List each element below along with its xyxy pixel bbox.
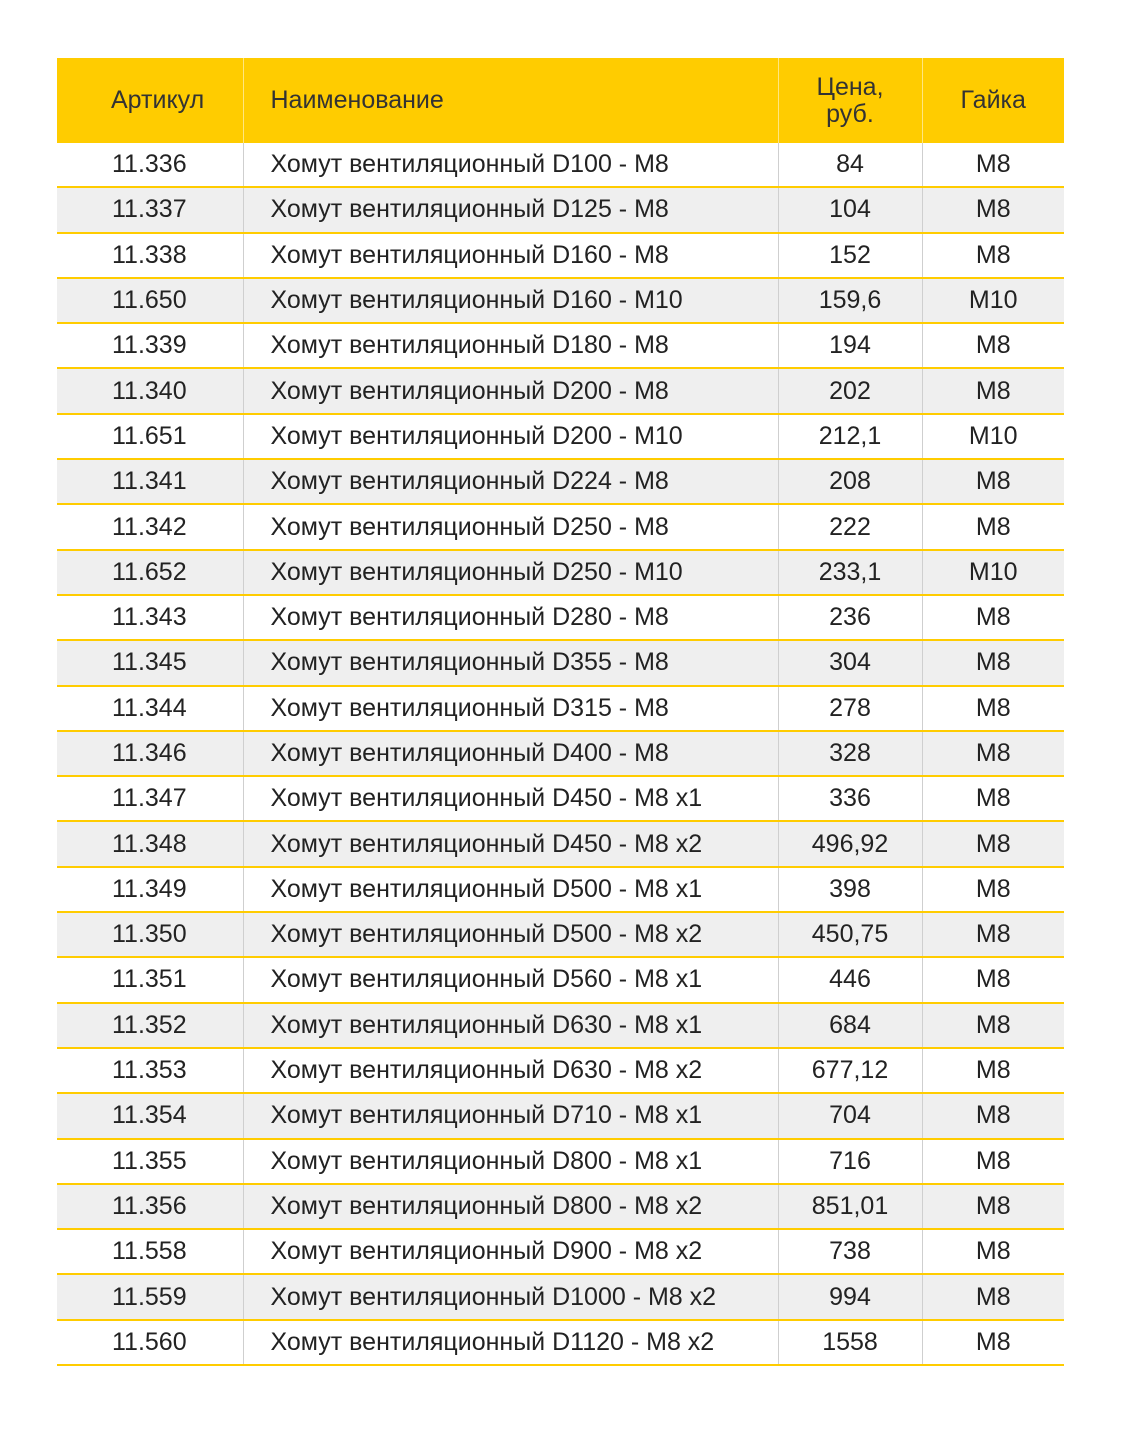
- table-row: [57, 776, 1064, 821]
- cell-article: 11.351: [57, 957, 243, 1002]
- cell-nut: M8: [922, 504, 1064, 549]
- cell-price: 84: [778, 143, 922, 187]
- cell-price: 304: [778, 640, 922, 685]
- cell-nut: M10: [922, 550, 1064, 595]
- cell-price: 1558: [778, 1320, 922, 1365]
- price-table: [57, 58, 1064, 1366]
- cell-nut: M8: [922, 368, 1064, 413]
- header-row: [57, 58, 1064, 143]
- cell-nut: M8: [922, 1229, 1064, 1274]
- cell-nut: M8: [922, 912, 1064, 957]
- cell-article: 11.336: [57, 143, 243, 187]
- cell-price: 450,75: [778, 912, 922, 957]
- table-row: [57, 504, 1064, 549]
- cell-article: 11.338: [57, 233, 243, 278]
- cell-nut: M8: [922, 1184, 1064, 1229]
- table-row: [57, 595, 1064, 640]
- cell-name: Хомут вентиляционный D800 - M8 x2: [243, 1184, 778, 1229]
- cell-name: Хомут вентиляционный D450 - M8 x2: [243, 821, 778, 866]
- table-row: [57, 1093, 1064, 1138]
- cell-article: 11.349: [57, 867, 243, 912]
- table-row: [57, 368, 1064, 413]
- cell-nut: M8: [922, 731, 1064, 776]
- cell-name: Хомут вентиляционный D200 - M10: [243, 414, 778, 459]
- cell-nut: M8: [922, 323, 1064, 368]
- cell-name: Хомут вентиляционный D900 - M8 x2: [243, 1229, 778, 1274]
- cell-name: Хомут вентиляционный D630 - M8 x1: [243, 1003, 778, 1048]
- cell-article: 11.346: [57, 731, 243, 776]
- cell-article: 11.341: [57, 459, 243, 504]
- cell-article: 11.355: [57, 1139, 243, 1184]
- cell-article: 11.344: [57, 686, 243, 731]
- cell-price: 202: [778, 368, 922, 413]
- cell-article: 11.345: [57, 640, 243, 685]
- cell-article: 11.350: [57, 912, 243, 957]
- cell-article: 11.650: [57, 278, 243, 323]
- header-name: Наименование: [243, 58, 778, 143]
- cell-name: Хомут вентиляционный D250 - M8: [243, 504, 778, 549]
- cell-price: 738: [778, 1229, 922, 1274]
- cell-price: 152: [778, 233, 922, 278]
- cell-article: 11.354: [57, 1093, 243, 1138]
- cell-price: 677,12: [778, 1048, 922, 1093]
- cell-nut: M8: [922, 187, 1064, 232]
- cell-nut: M8: [922, 233, 1064, 278]
- cell-nut: M8: [922, 1048, 1064, 1093]
- cell-article: 11.348: [57, 821, 243, 866]
- cell-name: Хомут вентиляционный D100 - M8: [243, 143, 778, 187]
- cell-article: 11.339: [57, 323, 243, 368]
- cell-name: Хомут вентиляционный D224 - M8: [243, 459, 778, 504]
- cell-price: 336: [778, 776, 922, 821]
- cell-name: Хомут вентиляционный D1000 - M8 x2: [243, 1274, 778, 1319]
- cell-name: Хомут вентиляционный D710 - M8 x1: [243, 1093, 778, 1138]
- cell-article: 11.559: [57, 1274, 243, 1319]
- table-body: [57, 143, 1064, 1365]
- header-price: [778, 58, 922, 143]
- cell-article: 11.352: [57, 1003, 243, 1048]
- cell-nut: M8: [922, 143, 1064, 187]
- cell-nut: M8: [922, 957, 1064, 1002]
- cell-article: 11.652: [57, 550, 243, 595]
- header-price-line2: руб.: [826, 99, 874, 128]
- cell-nut: M10: [922, 414, 1064, 459]
- header-nut: Гайка: [922, 58, 1064, 143]
- cell-price: 208: [778, 459, 922, 504]
- cell-price: 398: [778, 867, 922, 912]
- cell-nut: M8: [922, 1320, 1064, 1365]
- cell-price: 328: [778, 731, 922, 776]
- header-price-line1: Цена,: [816, 72, 884, 101]
- cell-name: Хомут вентиляционный D160 - M10: [243, 278, 778, 323]
- cell-name: Хомут вентиляционный D400 - M8: [243, 731, 778, 776]
- table-row: [57, 278, 1064, 323]
- table-row: [57, 1229, 1064, 1274]
- cell-name: Хомут вентиляционный D280 - M8: [243, 595, 778, 640]
- cell-nut: M8: [922, 776, 1064, 821]
- cell-article: 11.356: [57, 1184, 243, 1229]
- table-row: [57, 414, 1064, 459]
- cell-price: 222: [778, 504, 922, 549]
- cell-nut: M8: [922, 1093, 1064, 1138]
- cell-price: 104: [778, 187, 922, 232]
- cell-price: 716: [778, 1139, 922, 1184]
- cell-price: 994: [778, 1274, 922, 1319]
- table-header: [57, 58, 1064, 143]
- cell-name: Хомут вентиляционный D125 - M8: [243, 187, 778, 232]
- table-row: [57, 233, 1064, 278]
- cell-name: Хомут вентиляционный D315 - M8: [243, 686, 778, 731]
- cell-nut: M8: [922, 867, 1064, 912]
- cell-price: 851,01: [778, 1184, 922, 1229]
- table-row: [57, 640, 1064, 685]
- cell-article: 11.342: [57, 504, 243, 549]
- table-row: [57, 187, 1064, 232]
- table-row: [57, 323, 1064, 368]
- table-row: [57, 821, 1064, 866]
- cell-price: 704: [778, 1093, 922, 1138]
- cell-price: 159,6: [778, 278, 922, 323]
- cell-name: Хомут вентиляционный D160 - M8: [243, 233, 778, 278]
- table-row: [57, 1003, 1064, 1048]
- cell-article: 11.558: [57, 1229, 243, 1274]
- cell-nut: M8: [922, 595, 1064, 640]
- cell-price: 496,92: [778, 821, 922, 866]
- cell-nut: M8: [922, 1003, 1064, 1048]
- table-row: [57, 1139, 1064, 1184]
- header-article: Артикул: [57, 58, 243, 143]
- table-row: [57, 459, 1064, 504]
- cell-name: Хомут вентиляционный D180 - M8: [243, 323, 778, 368]
- table-row: [57, 912, 1064, 957]
- table-row: [57, 1184, 1064, 1229]
- cell-name: Хомут вентиляционный D800 - M8 x1: [243, 1139, 778, 1184]
- table-row: [57, 1048, 1064, 1093]
- table-row: [57, 957, 1064, 1002]
- cell-name: Хомут вентиляционный D200 - M8: [243, 368, 778, 413]
- cell-price: 684: [778, 1003, 922, 1048]
- cell-nut: M8: [922, 1274, 1064, 1319]
- cell-name: Хомут вентиляционный D630 - M8 x2: [243, 1048, 778, 1093]
- table-row: [57, 1320, 1064, 1365]
- table-row: [57, 550, 1064, 595]
- cell-name: Хомут вентиляционный D1120 - M8 x2: [243, 1320, 778, 1365]
- table-row: [57, 1274, 1064, 1319]
- cell-price: 446: [778, 957, 922, 1002]
- table-row: [57, 143, 1064, 187]
- cell-price: 236: [778, 595, 922, 640]
- table-row: [57, 867, 1064, 912]
- cell-article: 11.651: [57, 414, 243, 459]
- cell-article: 11.337: [57, 187, 243, 232]
- cell-nut: M8: [922, 686, 1064, 731]
- cell-article: 11.340: [57, 368, 243, 413]
- cell-price: 278: [778, 686, 922, 731]
- cell-nut: M8: [922, 821, 1064, 866]
- cell-name: Хомут вентиляционный D355 - M8: [243, 640, 778, 685]
- cell-article: 11.347: [57, 776, 243, 821]
- cell-nut: M8: [922, 459, 1064, 504]
- cell-nut: M8: [922, 1139, 1064, 1184]
- table-row: [57, 731, 1064, 776]
- cell-name: Хомут вентиляционный D560 - M8 x1: [243, 957, 778, 1002]
- cell-name: Хомут вентиляционный D500 - M8 x1: [243, 867, 778, 912]
- cell-price: 212,1: [778, 414, 922, 459]
- cell-name: Хомут вентиляционный D450 - M8 x1: [243, 776, 778, 821]
- cell-name: Хомут вентиляционный D500 - M8 x2: [243, 912, 778, 957]
- cell-article: 11.343: [57, 595, 243, 640]
- cell-article: 11.353: [57, 1048, 243, 1093]
- cell-name: Хомут вентиляционный D250 - M10: [243, 550, 778, 595]
- cell-article: 11.560: [57, 1320, 243, 1365]
- cell-nut: M8: [922, 640, 1064, 685]
- cell-nut: M10: [922, 278, 1064, 323]
- table-row: [57, 686, 1064, 731]
- cell-price: 233,1: [778, 550, 922, 595]
- cell-price: 194: [778, 323, 922, 368]
